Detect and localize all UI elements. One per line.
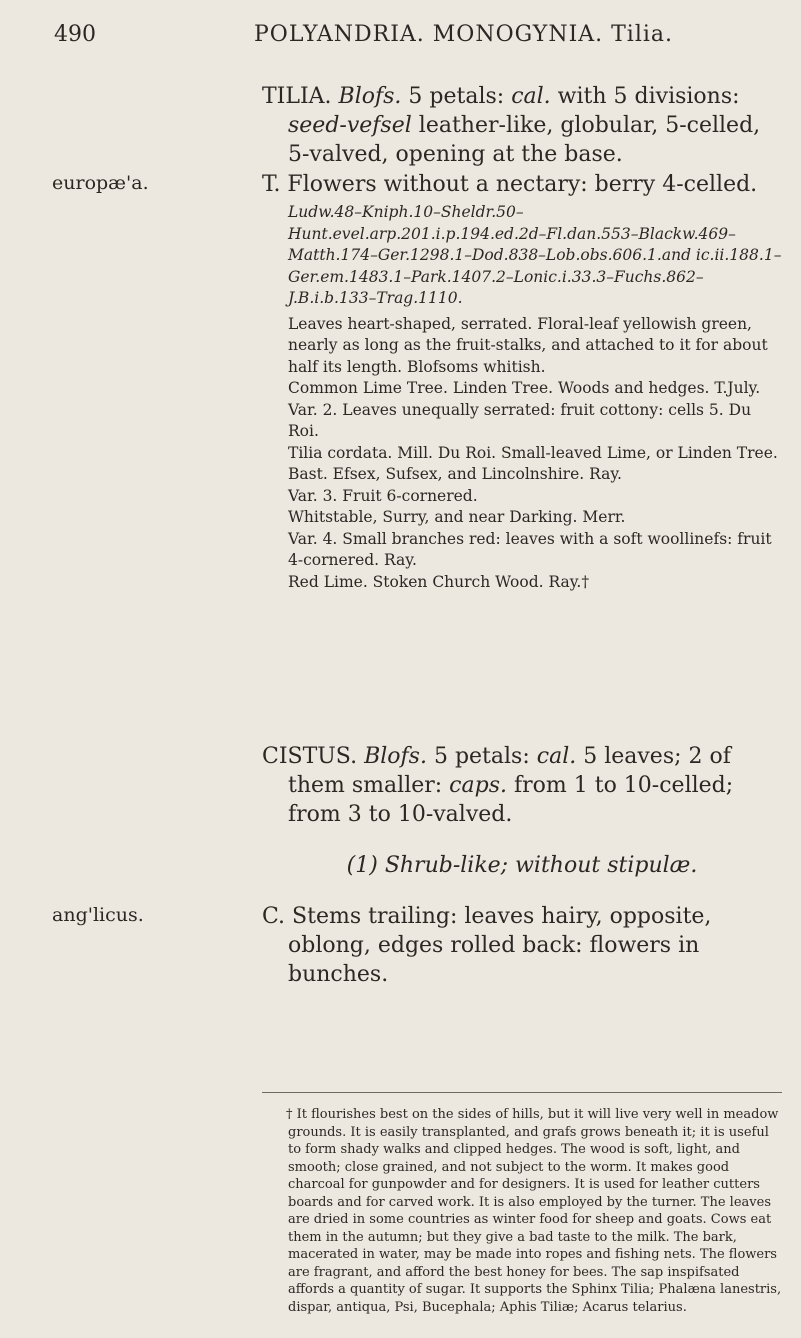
margin-label-anglicus: ang'licus. (52, 904, 144, 926)
synonym-references: Ludw.48–Kniph.10–Sheldr.50–Hunt.evel.arp.201.i.p.194.ed.2d–Fl.dan.553–Blackw.469–Matth.174–Ger.1298.1–Dod.838–Lob.obs.606.1.and ic.ii.188.1–Ger.em.1483.1–Park.1407.2–Lonic.i.33.3–Fuchs.862–J.B.i.b.133–Trag.1110. (288, 203, 782, 307)
genus-tilia-description: TILIA. Blofs. 5 petals: cal. with 5 divisions: seed-vefsel leather-like, globular, 5-celled, 5-valved, opening at the base. (262, 84, 761, 167)
blofs-ref: Blofs. (364, 744, 427, 769)
variety-2: Var. 2. Leaves unequally serrated: fruit cottony: cells 5. Du Roi. (288, 400, 752, 440)
species-europaea (262, 170, 782, 593)
red-lime: Red Lime. Stoken Church Wood. Ray.† (288, 572, 590, 591)
common-names: Common Lime Tree. Linden Tree. Woods and hedges. T.July. (288, 379, 761, 397)
variety-3-locality: Whitstable, Surry, and near Darking. Merr. (288, 508, 626, 526)
tilia-cordata: Tilia cordata. Mill. Du Roi. Small-leaved Lime, or Linden Tree. Bast. Efsex, Sufsex, and Lincolnshire. Ray. (288, 443, 778, 483)
species-anglicus (262, 902, 782, 989)
margin-label-europaea: europæ'a. (52, 172, 149, 194)
species-diagnosis: T. Flowers without a nectary: berry 4-celled. (262, 172, 758, 197)
leaves-description: Leaves heart-shaped, serrated. Floral-leaf yellowish green, nearly as long as the fruit-stalks, and attached to it for about half its length. Blofsoms whitish. (288, 314, 768, 376)
blofs-ref: Blofs. (338, 84, 402, 109)
running-title: POLYANDRIA. MONOGYNIA. Tilia. (254, 22, 674, 47)
footnote-text: † It flourishes best on the sides of hills, but it will live very well in meadow grounds. It is easily transplanted, and grafs grows beneath it; it is useful to form shady walks and clipped hedges. The wood is soft, light, and smooth; close grained, and not subject to the worm. It makes good charcoal for gunpowder and for designers. It is used for leather cutters boards and for carved work. It is also employed by the turner. The leaves are dried in some countries as winter food for sheep and goats. Cows eat them in the autumn; but they give a bad taste to the milk. The bark, macerated in water, may be made into ropes and fishing nets. The flowers are fragrant, and afford the best honey for bees. The sap inspifsated affords a quantity of sugar. It supports the Sphinx Tilia; Phalæna lanestris, dispar, antiqua, Psi, Bucephala; Aphis Tiliæ; Acarus telarius. (286, 1107, 782, 1315)
genus-cistus-description: CISTUS. Blofs. 5 petals: cal. 5 leaves; 2 of them smaller: caps. from 1 to 10-celled; from 3 to 10-valved. (1) Shrub-like; without stipulæ. (262, 742, 782, 880)
page-number: 490 (54, 22, 96, 47)
species-diagnosis: C. Stems trailing: leaves hairy, opposite, oblong, edges rolled back: flowers in bunches. (262, 904, 712, 987)
footnote (262, 1106, 782, 1316)
footnote-divider (262, 1092, 782, 1093)
running-head (54, 22, 781, 62)
variety-4: Var. 4. Small branches red: leaves with a soft woollinefs: fruit 4-cornered. Ray. (288, 529, 772, 569)
genus-name: CISTUS. (262, 744, 358, 769)
variety-3: Var. 3. Fruit 6-cornered. (288, 486, 478, 505)
genus-name: TILIA. (262, 84, 332, 109)
section-heading: (1) Shrub-like; without stipulæ. (346, 853, 698, 878)
